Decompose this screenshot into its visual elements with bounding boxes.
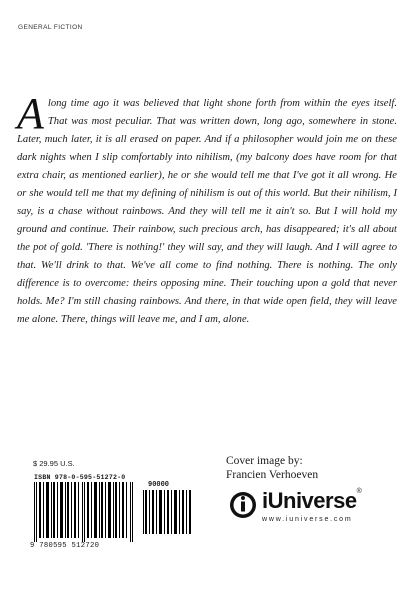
price: $ 29.95 U.S.: [33, 459, 75, 468]
blurb-text: long time ago it was believed that light shone forth from within the eyes itself. That was most peculiar. That was written down, long ago, somewhere in stone. Later, much later, it is all erased on paper. And if a philosopher would join me on these dark nights when I slip comfortably into nihilism, (my balcony does have room for that extra chair, as mentioned earlier), he or she would tell me that I've got it all wrong. He or she would tell me that my defining of nihilism is out of this world. But their nihilism, I say, is a chase without rainbows. And they will tell me it ain't so. But I will hold my ground and continue. Their rainbow, such precious arch, has disappeared; it's all about the pot of gold. 'There is nothing!' they will say, and they will laugh. And I will agree to that. We'll drink to that. We've all come to find nothing. There is nothing. The only difference is to overcome: theirs opposing mine. Their touching upon a gold that never holds. Me? I'm still chasing rainbows. And there, in that wide open field, they will leave me alone. There, things will leave me, and I am, alone.: [17, 98, 397, 325]
cover-credit-name: Francien Verhoeven: [226, 469, 319, 481]
publisher-website: www.iuniverse.com: [262, 516, 353, 523]
barcode-addon: [143, 482, 193, 534]
barcode-addon-number: 90000: [148, 481, 170, 489]
cover-credit-label: Cover image by:: [226, 455, 303, 467]
publisher-name: iUniverse: [262, 488, 357, 513]
back-cover-blurb: [17, 89, 397, 329]
drop-cap: A: [17, 89, 44, 138]
barcode-digits: 9 780595 512720: [30, 542, 100, 550]
isbn-label: ISBN 978-0-595-51272-0: [34, 474, 126, 481]
barcode: [34, 482, 134, 542]
category-label: GENERAL FICTION: [18, 24, 83, 31]
publisher-wordmark: [262, 488, 361, 514]
registered-mark: ®: [356, 488, 362, 495]
